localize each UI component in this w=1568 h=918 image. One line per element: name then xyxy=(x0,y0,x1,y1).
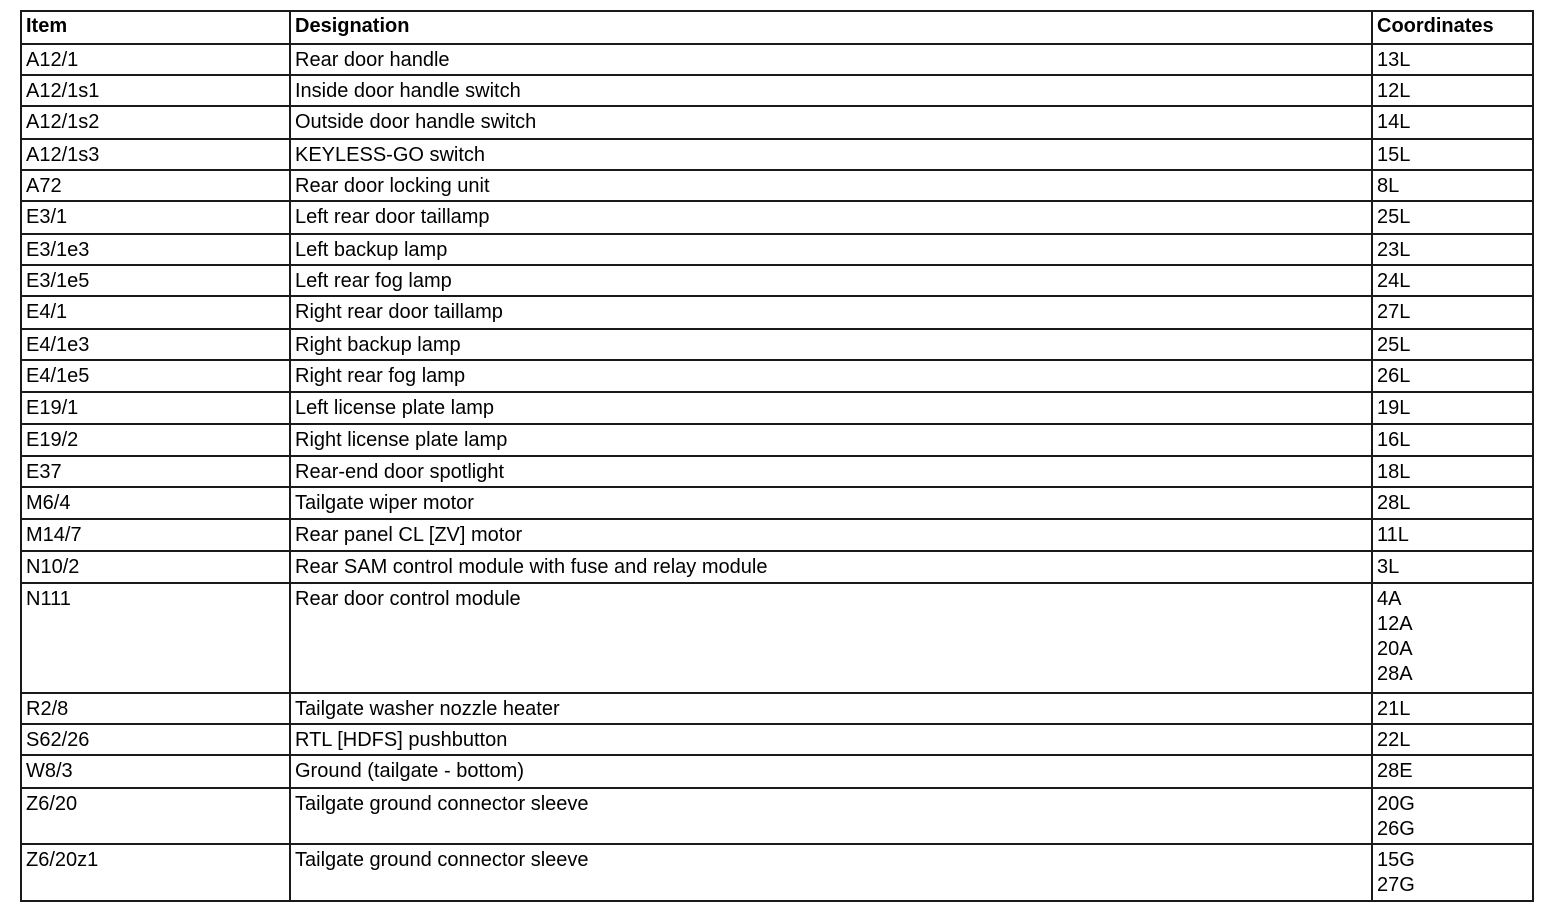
coordinates-cell xyxy=(1372,44,1533,75)
coordinates-cell xyxy=(1372,724,1533,755)
coordinate-value: 28E xyxy=(1377,760,1413,782)
coordinates-cell xyxy=(1372,139,1533,170)
table-row xyxy=(21,755,1533,788)
item-cell: E4/1e3 xyxy=(21,329,290,360)
coordinates-cell xyxy=(1372,844,1533,901)
table-row xyxy=(21,75,1533,106)
item-cell: N111 xyxy=(21,583,290,693)
coordinate-value: 16L xyxy=(1377,429,1411,451)
coordinate-value: 4A xyxy=(1377,588,1402,610)
item-cell: E4/1 xyxy=(21,296,290,329)
designation-cell: Tailgate wiper motor xyxy=(290,487,1372,519)
coordinates-cell xyxy=(1372,487,1533,519)
item-cell: E19/2 xyxy=(21,424,290,456)
coordinate-value: 25L xyxy=(1377,334,1411,356)
table-row xyxy=(21,265,1533,296)
designation-cell: Left backup lamp xyxy=(290,234,1372,265)
designation-cell: Right license plate lamp xyxy=(290,424,1372,456)
table-row xyxy=(21,170,1533,201)
coordinate-value: 26G xyxy=(1377,818,1415,840)
table-row xyxy=(21,234,1533,265)
item-cell: E4/1e5 xyxy=(21,360,290,392)
coordinates-cell xyxy=(1372,583,1533,693)
designation-cell: Tailgate ground connector sleeve xyxy=(290,844,1372,901)
designation-cell: Tailgate washer nozzle heater xyxy=(290,693,1372,724)
coordinates-cell xyxy=(1372,693,1533,724)
table-row xyxy=(21,551,1533,583)
item-cell: N10/2 xyxy=(21,551,290,583)
item-cell: M14/7 xyxy=(21,519,290,551)
coordinate-value: 13L xyxy=(1377,49,1411,71)
coordinates-cell xyxy=(1372,392,1533,424)
table-row xyxy=(21,139,1533,170)
item-cell: E3/1 xyxy=(21,201,290,234)
coordinates-cell xyxy=(1372,75,1533,106)
header-coordinates: Coordinates xyxy=(1372,11,1533,44)
designation-cell: Rear door handle xyxy=(290,44,1372,75)
table-row xyxy=(21,487,1533,519)
coordinate-value: 21L xyxy=(1377,698,1411,720)
designation-cell: Left rear door taillamp xyxy=(290,201,1372,234)
item-cell: A72 xyxy=(21,170,290,201)
designation-cell: Left license plate lamp xyxy=(290,392,1372,424)
table-row xyxy=(21,360,1533,392)
coordinates-cell xyxy=(1372,234,1533,265)
item-cell: R2/8 xyxy=(21,693,290,724)
item-cell: S62/26 xyxy=(21,724,290,755)
coordinates-cell xyxy=(1372,456,1533,487)
coordinate-value: 19L xyxy=(1377,397,1411,419)
coordinate-value: 18L xyxy=(1377,461,1411,483)
coordinate-value: 24L xyxy=(1377,270,1411,292)
designation-cell: Rear panel CL [ZV] motor xyxy=(290,519,1372,551)
coordinates-cell xyxy=(1372,519,1533,551)
table-row xyxy=(21,329,1533,360)
table-row xyxy=(21,519,1533,551)
coordinate-value: 12L xyxy=(1377,80,1411,102)
item-cell: A12/1 xyxy=(21,44,290,75)
designation-cell: Tailgate ground connector sleeve xyxy=(290,788,1372,844)
coordinates-cell xyxy=(1372,329,1533,360)
designation-cell: Outside door handle switch xyxy=(290,106,1372,139)
table-row xyxy=(21,296,1533,329)
coordinate-value: 14L xyxy=(1377,111,1411,133)
item-cell: E19/1 xyxy=(21,392,290,424)
coordinates-cell xyxy=(1372,170,1533,201)
item-cell: A12/1s2 xyxy=(21,106,290,139)
item-cell: Z6/20z1 xyxy=(21,844,290,901)
header-item: Item xyxy=(21,11,290,44)
coordinate-value: 20G xyxy=(1377,793,1415,815)
designation-cell: Rear-end door spotlight xyxy=(290,456,1372,487)
coordinates-cell xyxy=(1372,265,1533,296)
designation-cell: Rear door control module xyxy=(290,583,1372,693)
table-header-row xyxy=(21,11,1533,44)
designation-cell: Right backup lamp xyxy=(290,329,1372,360)
item-cell: E3/1e5 xyxy=(21,265,290,296)
designation-cell: KEYLESS-GO switch xyxy=(290,139,1372,170)
item-cell: Z6/20 xyxy=(21,788,290,844)
coordinate-value: 28L xyxy=(1377,492,1411,514)
coordinate-value: 8L xyxy=(1377,175,1400,197)
table-row xyxy=(21,201,1533,234)
coordinate-value: 26L xyxy=(1377,365,1411,387)
coordinates-cell xyxy=(1372,360,1533,392)
coordinates-cell xyxy=(1372,296,1533,329)
coordinates-cell xyxy=(1372,551,1533,583)
coordinate-value: 28A xyxy=(1377,663,1413,685)
header-designation: Designation xyxy=(290,11,1372,44)
coordinates-cell xyxy=(1372,106,1533,139)
table-row xyxy=(21,583,1533,693)
designation-cell: RTL [HDFS] pushbutton xyxy=(290,724,1372,755)
coordinate-value: 3L xyxy=(1377,556,1400,578)
table-row xyxy=(21,44,1533,75)
coordinate-value: 15L xyxy=(1377,144,1411,166)
designation-cell: Right rear fog lamp xyxy=(290,360,1372,392)
coordinate-value: 23L xyxy=(1377,239,1411,261)
table-row xyxy=(21,424,1533,456)
item-cell: E3/1e3 xyxy=(21,234,290,265)
designation-cell: Ground (tailgate - bottom) xyxy=(290,755,1372,788)
component-legend-table xyxy=(20,10,1534,902)
coordinate-value: 15G xyxy=(1377,849,1415,871)
coordinates-cell xyxy=(1372,201,1533,234)
coordinate-value: 22L xyxy=(1377,729,1411,751)
table-row xyxy=(21,456,1533,487)
item-cell: E37 xyxy=(21,456,290,487)
designation-cell: Rear SAM control module with fuse and relay module xyxy=(290,551,1372,583)
coordinate-value: 25L xyxy=(1377,206,1411,228)
coordinates-cell xyxy=(1372,788,1533,844)
item-cell: A12/1s1 xyxy=(21,75,290,106)
table-row xyxy=(21,392,1533,424)
table-row xyxy=(21,844,1533,901)
designation-cell: Left rear fog lamp xyxy=(290,265,1372,296)
table-row xyxy=(21,788,1533,844)
item-cell: W8/3 xyxy=(21,755,290,788)
coordinate-value: 12A xyxy=(1377,613,1413,635)
designation-cell: Right rear door taillamp xyxy=(290,296,1372,329)
item-cell: M6/4 xyxy=(21,487,290,519)
table-row xyxy=(21,106,1533,139)
designation-cell: Rear door locking unit xyxy=(290,170,1372,201)
table-row xyxy=(21,724,1533,755)
coordinates-cell xyxy=(1372,424,1533,456)
coordinate-value: 27G xyxy=(1377,874,1415,896)
table-row xyxy=(21,693,1533,724)
coordinates-cell xyxy=(1372,755,1533,788)
table-body xyxy=(21,44,1533,901)
coordinate-value: 27L xyxy=(1377,301,1411,323)
coordinate-value: 11L xyxy=(1377,524,1409,546)
designation-cell: Inside door handle switch xyxy=(290,75,1372,106)
coordinate-value: 20A xyxy=(1377,638,1413,660)
item-cell: A12/1s3 xyxy=(21,139,290,170)
